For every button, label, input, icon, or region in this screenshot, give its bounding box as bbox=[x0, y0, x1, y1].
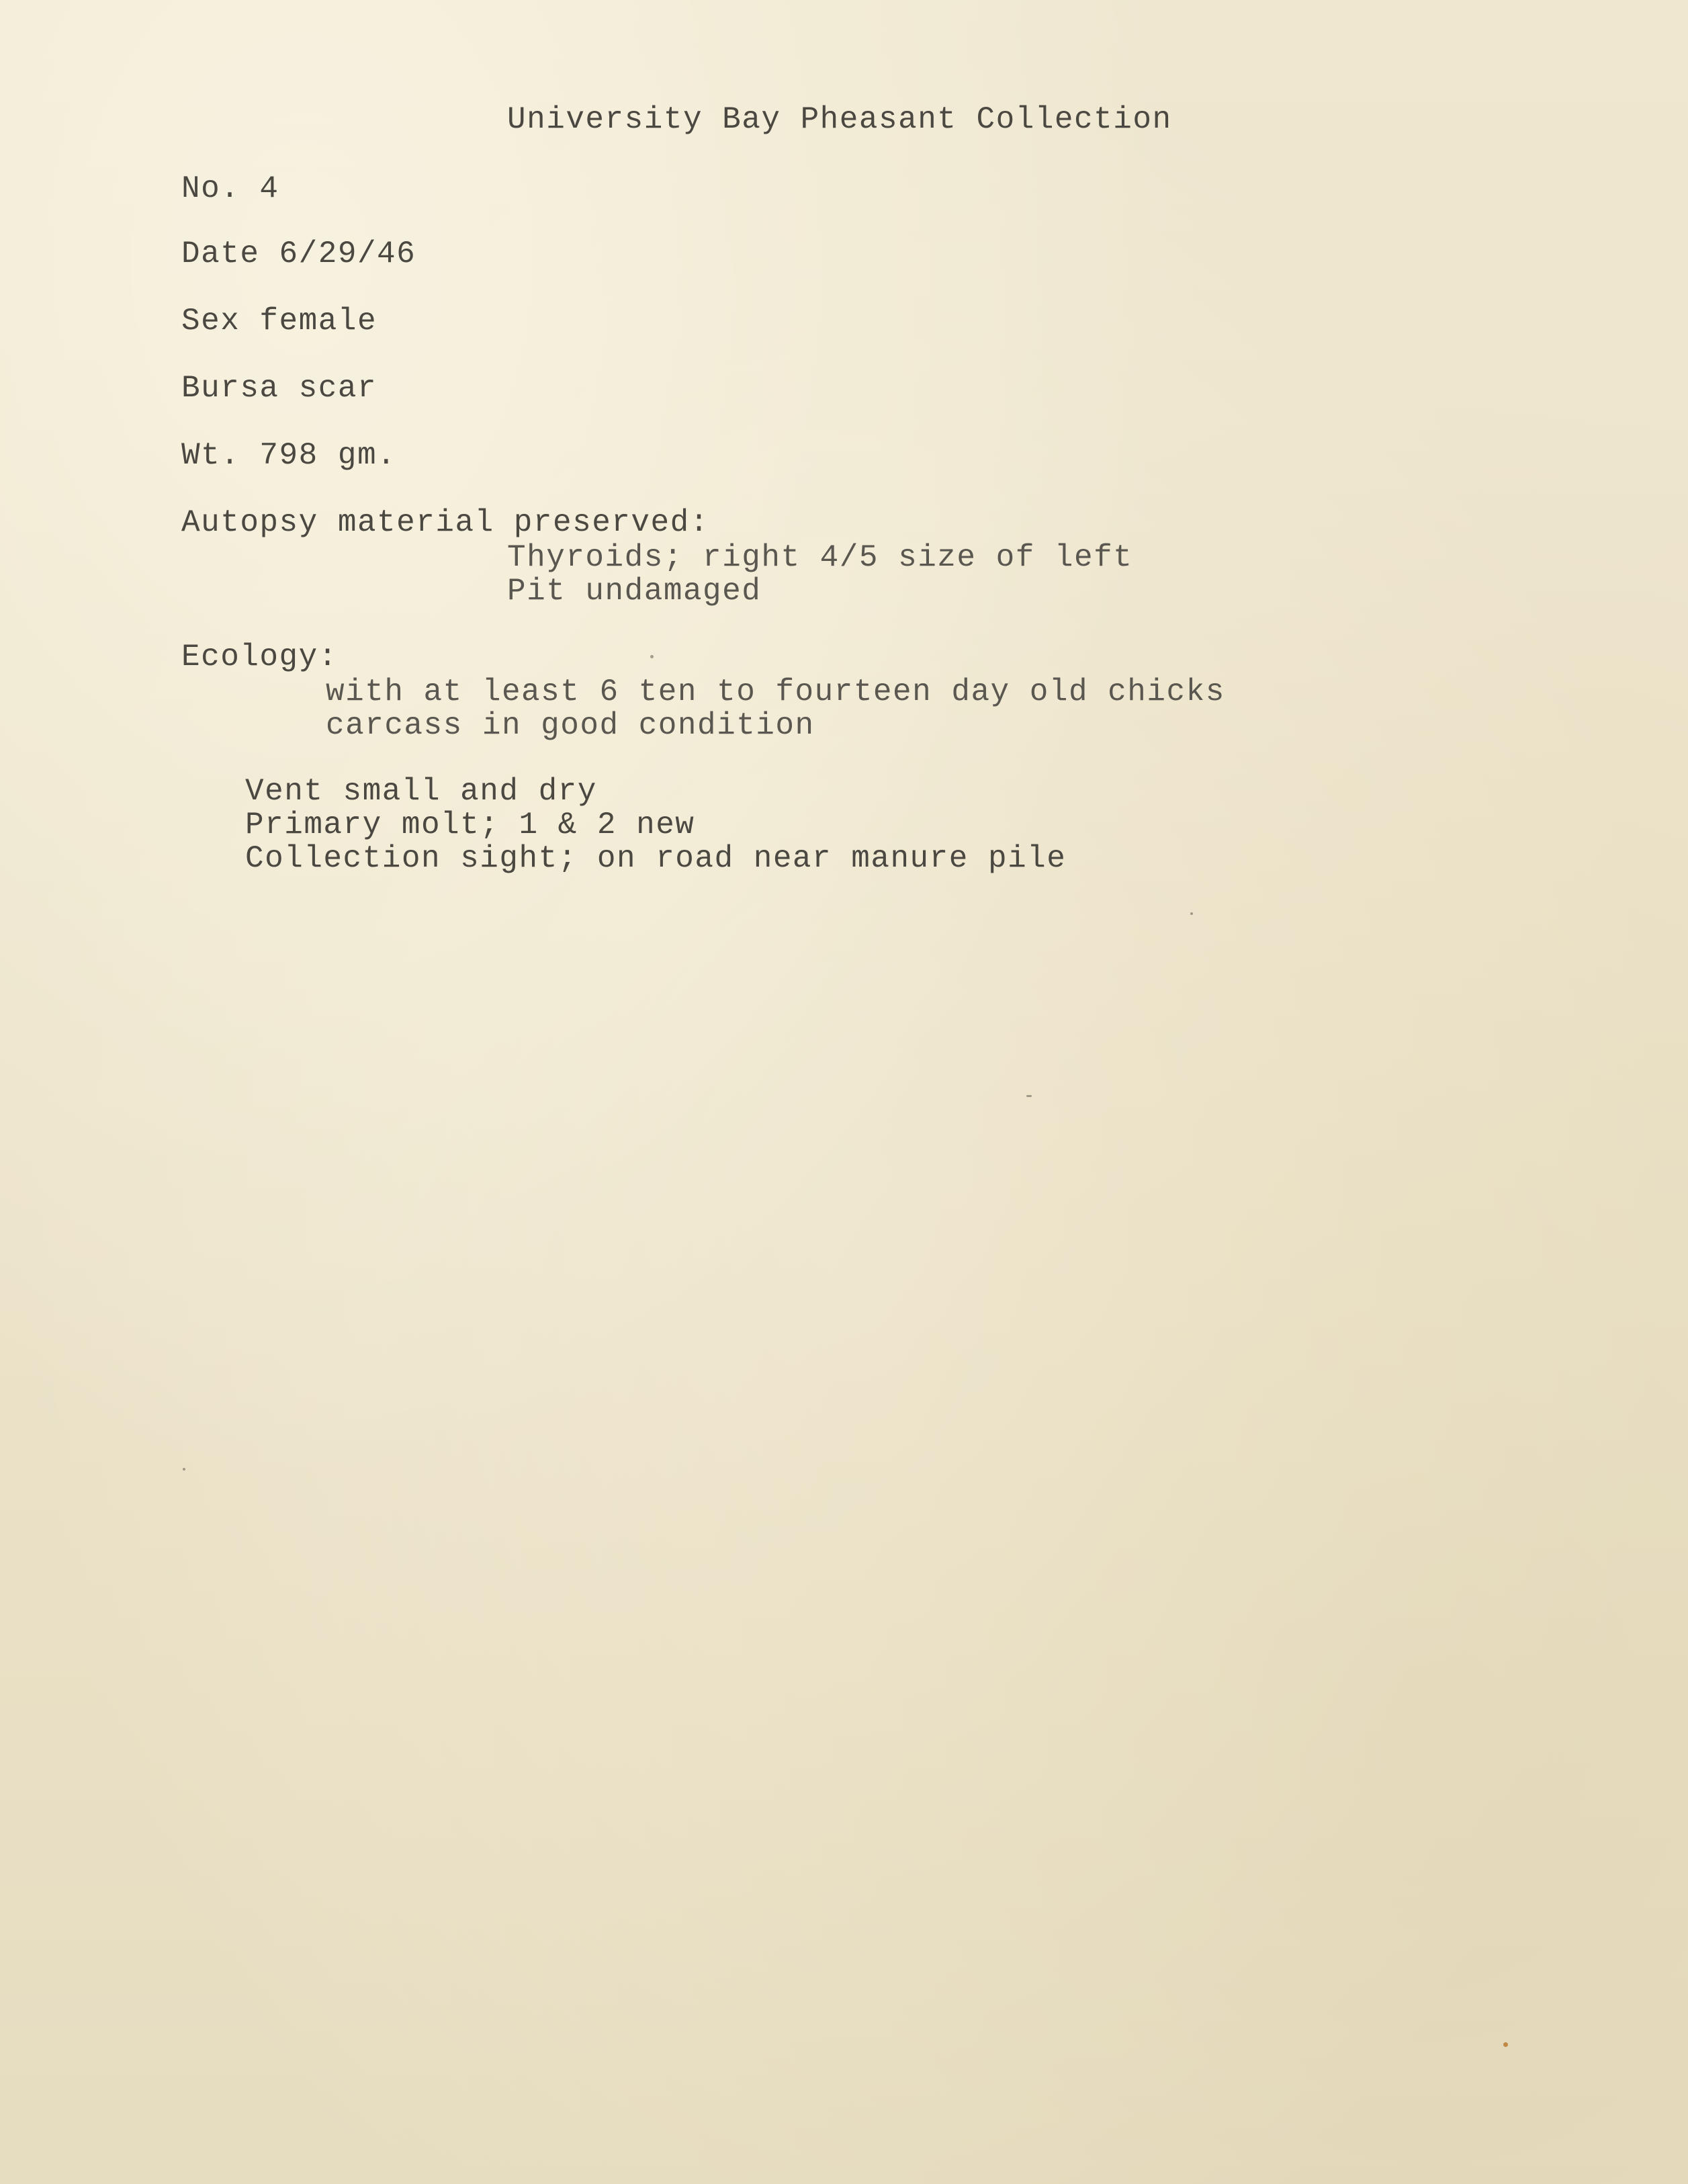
paper-speck bbox=[1503, 2042, 1508, 2047]
bursa-status: Bursa scar bbox=[181, 371, 377, 406]
collection-date: Date 6/29/46 bbox=[181, 236, 416, 271]
specimen-weight: Wt. 798 gm. bbox=[181, 438, 397, 473]
ecology-heading: Ecology: bbox=[181, 640, 338, 674]
paper-speck bbox=[1190, 912, 1193, 915]
specimen-number: No. 4 bbox=[181, 171, 279, 206]
note-line: Vent small and dry bbox=[245, 774, 597, 809]
paper-speck bbox=[650, 655, 654, 658]
specimen-sex: Sex female bbox=[181, 304, 377, 339]
autopsy-line: Thyroids; right 4/5 size of left bbox=[507, 540, 1133, 575]
document-title: University Bay Pheasant Collection bbox=[507, 102, 1172, 137]
paper-speck bbox=[1026, 1095, 1032, 1097]
note-line: Primary molt; 1 & 2 new bbox=[245, 807, 695, 842]
autopsy-heading: Autopsy material preserved: bbox=[181, 505, 709, 540]
ecology-line: with at least 6 ten to fourteen day old chicks bbox=[326, 674, 1225, 709]
ecology-line: carcass in good condition bbox=[326, 708, 815, 743]
paper-speck bbox=[183, 1468, 185, 1471]
note-line: Collection sight; on road near manure pile bbox=[245, 841, 1067, 876]
autopsy-line: Pit undamaged bbox=[507, 574, 762, 609]
